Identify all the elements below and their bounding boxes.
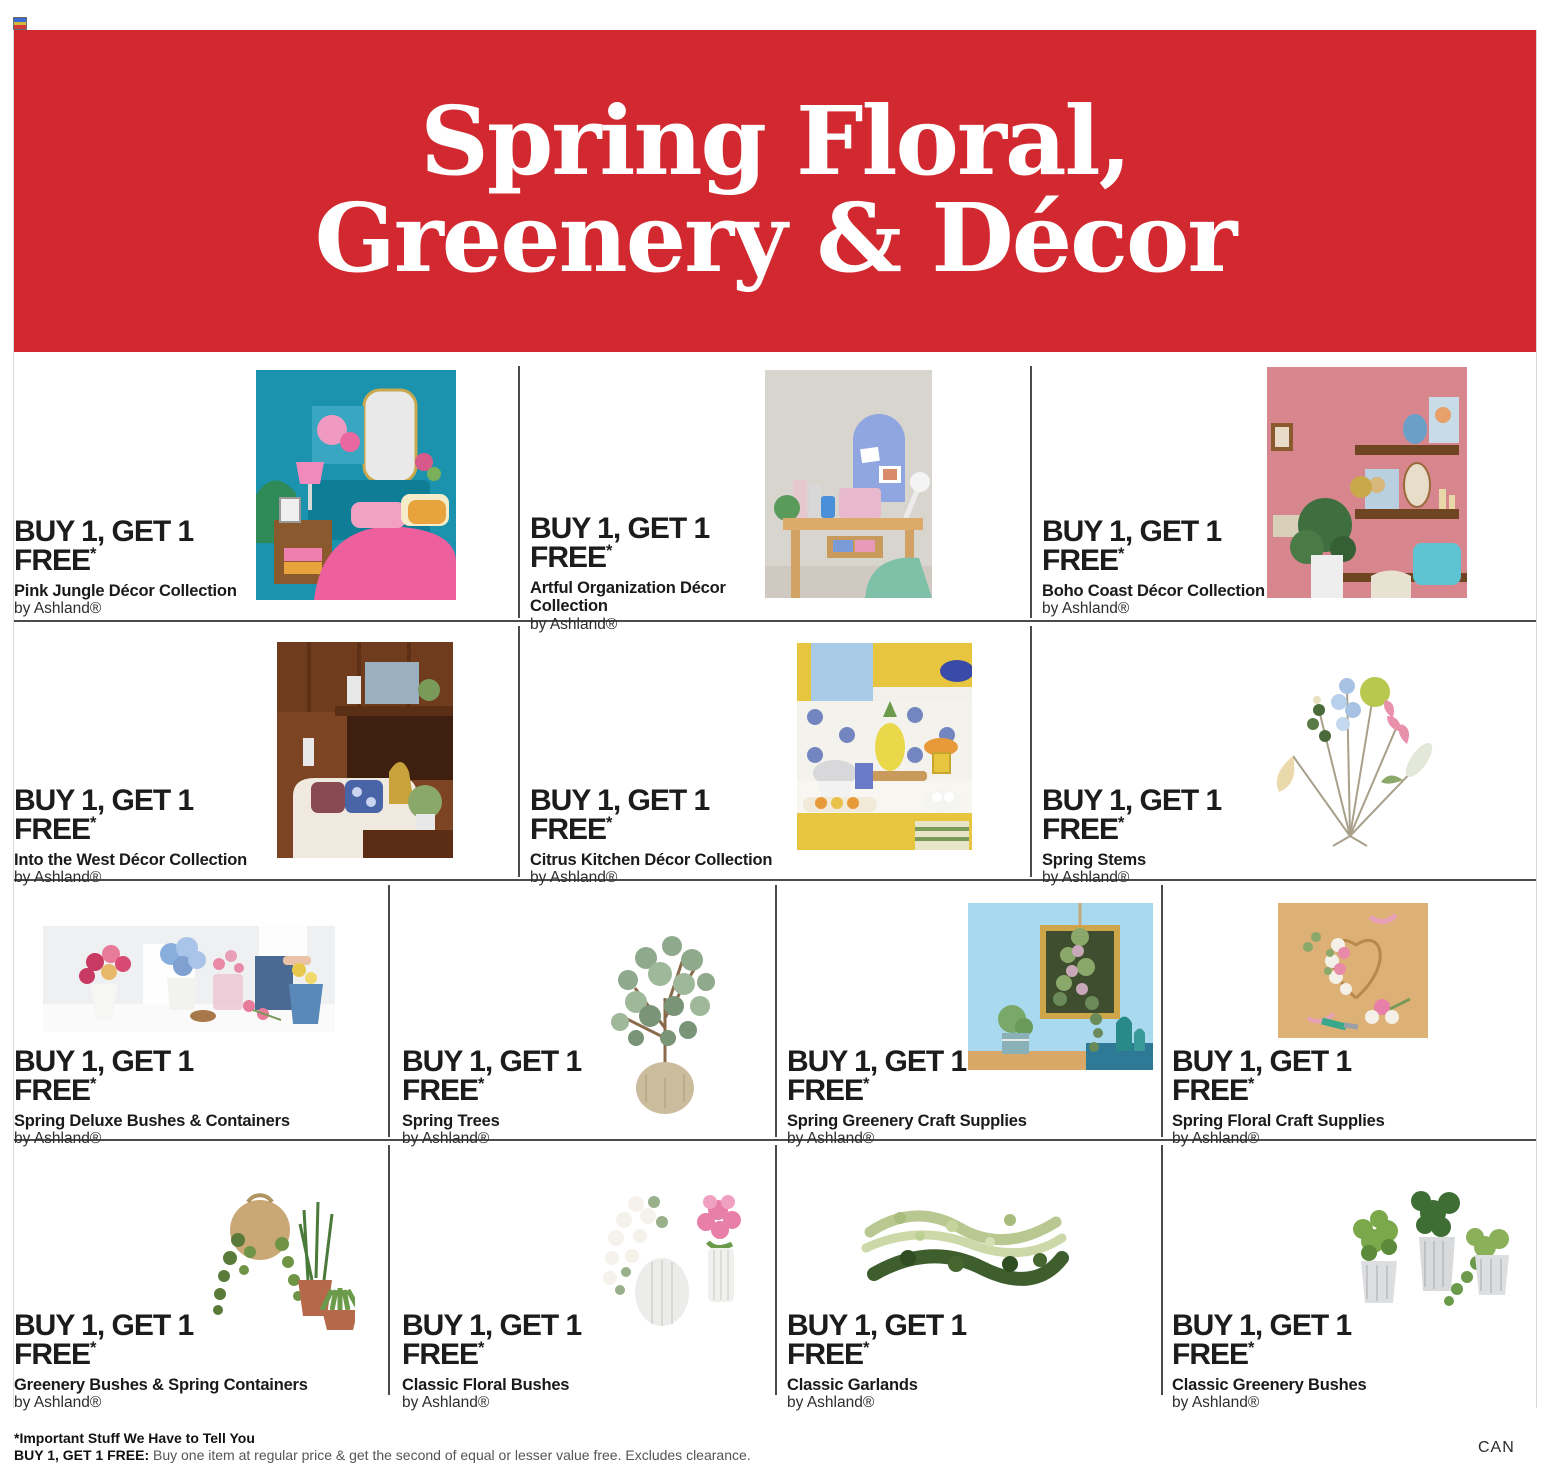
classic-floral-bushes-image[interactable] (570, 1188, 755, 1333)
brand-byline: by Ashland® (1042, 869, 1130, 887)
disclaimer-text: Buy one item at regular price & get the second of equal or lesser value free. Excludes clearance. (149, 1446, 751, 1463)
offer-classic-garlands[interactable] (787, 1309, 967, 1412)
brand-byline: by Ashland® (787, 1394, 875, 1412)
brand-byline: by Ashland® (402, 1130, 490, 1148)
product-name: Into the West Décor Collection (14, 851, 247, 869)
divider (775, 885, 777, 1137)
offer-spring-greenery-craft[interactable] (787, 1045, 1027, 1148)
banner-title-line1: Spring Floral, (420, 86, 1130, 198)
disclaimer-bold-prefix: BUY 1, GET 1 FREE: (14, 1446, 150, 1463)
brand-byline: by Ashland® (1042, 600, 1130, 618)
divider (14, 620, 1536, 622)
corner-glitch-icon (13, 17, 27, 30)
bogo-headline: BUY 1, GET 1 FREE* (1042, 515, 1222, 577)
offer-classic-greenery-bushes[interactable] (1172, 1309, 1367, 1412)
artful-organization-image[interactable] (765, 370, 932, 598)
product-name: Artful Organization Décor Collection (530, 579, 726, 616)
brand-byline: by Ashland® (787, 1130, 875, 1148)
offer-spring-stems[interactable] (1042, 784, 1222, 887)
brand-byline: by Ashland® (14, 869, 102, 887)
brand-byline: by Ashland® (1172, 1130, 1260, 1148)
spring-floral-craft-image[interactable] (1278, 903, 1428, 1038)
disclaimer-title: *Important Stuff We Have to Tell You (14, 1430, 255, 1446)
brand-byline: by Ashland® (530, 615, 618, 633)
bogo-headline: BUY 1, GET 1 FREE* (14, 1309, 194, 1371)
product-name: Citrus Kitchen Décor Collection (530, 851, 773, 869)
disclaimer-body (14, 1447, 751, 1464)
page-edge-right (1536, 30, 1537, 1408)
divider (388, 885, 390, 1137)
offer-classic-floral-bushes[interactable] (402, 1309, 582, 1412)
citrus-kitchen-image[interactable] (797, 643, 972, 850)
product-name: Classic Greenery Bushes (1172, 1376, 1367, 1394)
brand-byline: by Ashland® (14, 600, 102, 618)
offer-pink-jungle[interactable] (14, 515, 237, 618)
product-name: Pink Jungle Décor Collection (14, 582, 237, 600)
spring-deluxe-bushes-image[interactable] (43, 926, 335, 1032)
bogo-headline: BUY 1, GET 1 FREE* (530, 512, 710, 574)
product-name: Boho Coast Décor Collection (1042, 582, 1265, 600)
bogo-headline: BUY 1, GET 1 FREE* (787, 1309, 967, 1371)
offer-spring-floral-craft[interactable] (1172, 1045, 1385, 1148)
footer-disclaimer (14, 1430, 751, 1464)
product-name: Spring Trees (402, 1112, 500, 1130)
brand-byline: by Ashland® (530, 869, 618, 887)
product-name: Spring Greenery Craft Supplies (787, 1112, 1027, 1130)
divider (775, 1145, 777, 1395)
bogo-headline: BUY 1, GET 1 FREE* (14, 784, 194, 846)
offer-into-the-west[interactable] (14, 784, 247, 887)
bogo-headline: BUY 1, GET 1 FREE* (530, 784, 710, 846)
offer-artful-organization[interactable] (530, 512, 770, 634)
divider (518, 366, 520, 618)
offer-spring-trees[interactable] (402, 1045, 582, 1148)
brand-byline: by Ashland® (14, 1130, 102, 1148)
divider (1030, 626, 1032, 877)
region-code: CAN (1478, 1439, 1515, 1456)
offer-spring-deluxe-bushes[interactable] (14, 1045, 290, 1148)
divider (518, 626, 520, 877)
bogo-headline: BUY 1, GET 1 FREE* (402, 1309, 582, 1371)
offer-citrus-kitchen[interactable] (530, 784, 773, 887)
spring-greenery-craft-image[interactable] (968, 903, 1153, 1070)
product-name: Classic Floral Bushes (402, 1376, 570, 1394)
divider (1030, 366, 1032, 618)
classic-garlands-image[interactable] (860, 1190, 1070, 1295)
offer-boho-coast[interactable] (1042, 515, 1265, 618)
product-name: Spring Floral Craft Supplies (1172, 1112, 1385, 1130)
bogo-headline: BUY 1, GET 1 FREE* (1172, 1309, 1352, 1371)
banner (14, 30, 1536, 352)
bogo-headline: BUY 1, GET 1 FREE* (787, 1045, 967, 1107)
boho-coast-image[interactable] (1267, 367, 1467, 598)
classic-greenery-bushes-image[interactable] (1333, 1185, 1523, 1317)
offer-greenery-bushes-containers[interactable] (14, 1309, 308, 1412)
greenery-bushes-containers-image[interactable] (190, 1188, 355, 1330)
divider (1161, 885, 1163, 1137)
bogo-headline: BUY 1, GET 1 FREE* (1172, 1045, 1352, 1107)
bogo-headline: BUY 1, GET 1 FREE* (14, 1045, 194, 1107)
product-name: Greenery Bushes & Spring Containers (14, 1376, 308, 1394)
bogo-headline: BUY 1, GET 1 FREE* (14, 515, 194, 577)
divider (1161, 1145, 1163, 1395)
product-name: Spring Deluxe Bushes & Containers (14, 1112, 290, 1130)
into-the-west-image[interactable] (277, 642, 453, 858)
spring-trees-image[interactable] (580, 918, 735, 1118)
bogo-headline: BUY 1, GET 1 FREE* (1042, 784, 1222, 846)
brand-byline: by Ashland® (1172, 1394, 1260, 1412)
brand-byline: by Ashland® (14, 1394, 102, 1412)
product-name: Classic Garlands (787, 1376, 918, 1394)
banner-title-line2: Greenery & Décor (314, 183, 1236, 294)
bogo-headline: BUY 1, GET 1 FREE* (402, 1045, 582, 1107)
spring-stems-image[interactable] (1255, 648, 1445, 848)
brand-byline: by Ashland® (402, 1394, 490, 1412)
divider (388, 1145, 390, 1395)
product-name: Spring Stems (1042, 851, 1146, 869)
pink-jungle-image[interactable] (256, 370, 456, 600)
